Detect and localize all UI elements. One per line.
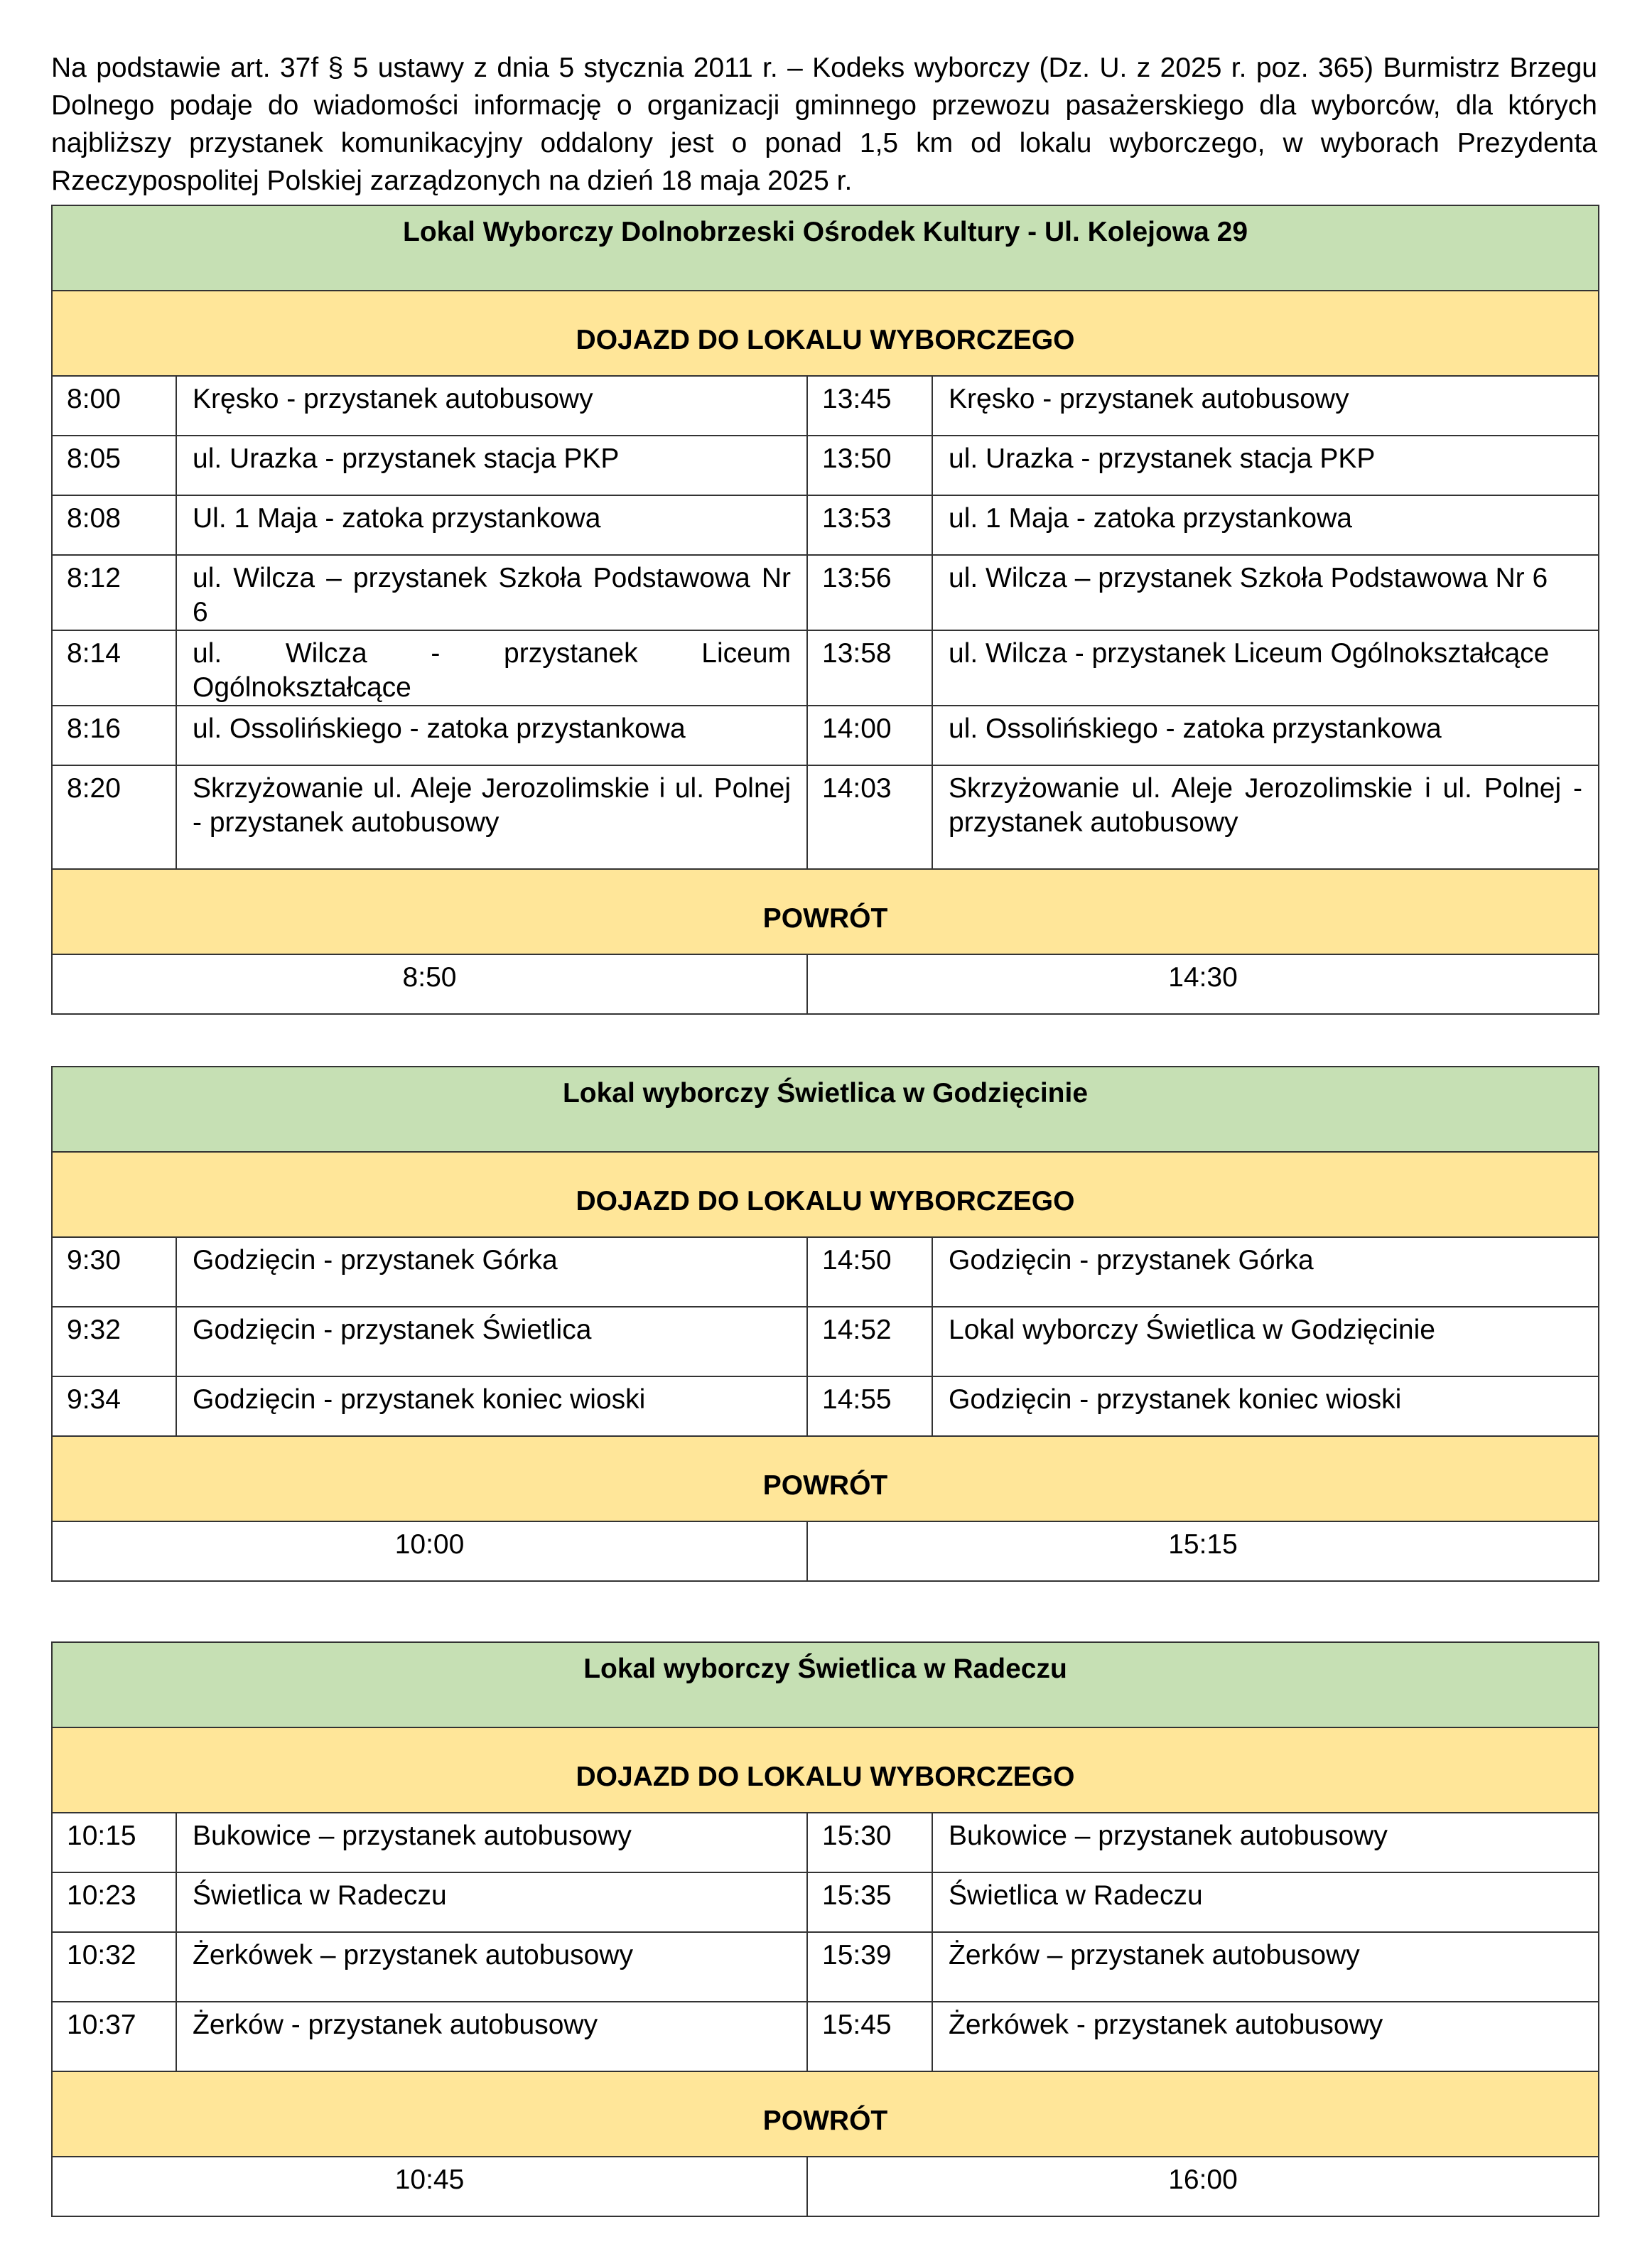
stop-name-afternoon: Żerkówek - przystanek autobusowy [932,2002,1599,2071]
table-row [52,1932,1599,2002]
stop-name-afternoon: Skrzyżowanie ul. Aleje Jerozolimskie i ul. Polnej - przystanek autobusowy [932,765,1599,869]
departure-time-morning: 8:16 [52,706,176,765]
powrot-header: POWRÓT [52,2071,1599,2157]
table-row [52,630,1599,706]
stop-name-afternoon: ul. Wilcza - przystanek Liceum Ogólnokształcące [932,630,1599,706]
stop-name-afternoon: Bukowice – przystanek autobusowy [932,1813,1599,1872]
table-row [52,706,1599,765]
stop-name-morning: Kręsko - przystanek autobusowy [176,376,807,436]
departure-time-morning: 10:15 [52,1813,176,1872]
table-row [52,1376,1599,1436]
schedule-table-radecz [51,1641,1599,2217]
stop-name-afternoon: Godzięcin - przystanek Górka [932,1237,1599,1307]
stop-name-afternoon: Żerków – przystanek autobusowy [932,1932,1599,2002]
departure-time-morning: 10:23 [52,1872,176,1932]
powrot-header: POWRÓT [52,1436,1599,1521]
departure-time-morning: 9:32 [52,1307,176,1376]
table-row [52,765,1599,869]
schedule-table-dok [51,205,1599,1015]
departure-time-afternoon: 15:45 [807,2002,932,2071]
intro-paragraph: Na podstawie art. 37f § 5 ustawy z dnia 5 stycznia 2011 r. – Kodeks wyborczy (Dz. U. z 2025 r. poz. 365) Burmistrz Brzegu Dolnego podaje do wiadomości informację o organizacji gminnego przewozu pasażerskiego dla wyborców, dla których najbliższy przystanek komunikacyjny oddalony jest o ponad 1,5 km od lokalu wyborczego, w wyborach Prezydenta Rzeczypospolitej Polskiej zarządzonych na dzień 18 maja 2025 r. [51,53,1597,196]
return-time-afternoon: 14:30 [807,954,1599,1014]
stop-name-morning: ul. Wilcza - przystanek Liceum Ogólnokształcące [176,630,807,706]
stop-name-afternoon: Świetlica w Radeczu [932,1872,1599,1932]
dojazd-header: DOJAZD DO LOKALU WYBORCZEGO [52,291,1599,376]
departure-time-morning: 8:05 [52,436,176,495]
stop-name-morning: Żerków - przystanek autobusowy [176,2002,807,2071]
stop-name-morning: Żerkówek – przystanek autobusowy [176,1932,807,2002]
stop-name-afternoon: ul. 1 Maja - zatoka przystankowa [932,495,1599,555]
dojazd-header: DOJAZD DO LOKALU WYBORCZEGO [52,1152,1599,1237]
stop-name-morning: Bukowice – przystanek autobusowy [176,1813,807,1872]
return-time-afternoon: 15:15 [807,1521,1599,1581]
departure-time-morning: 8:14 [52,630,176,706]
table-row [52,1872,1599,1932]
stop-name-morning: ul. Wilcza – przystanek Szkoła Podstawowa Nr 6 [176,555,807,630]
stop-name-afternoon: ul. Urazka - przystanek stacja PKP [932,436,1599,495]
departure-time-afternoon: 13:56 [807,555,932,630]
stop-name-afternoon: Kręsko - przystanek autobusowy [932,376,1599,436]
departure-time-afternoon: 14:52 [807,1307,932,1376]
stop-name-morning: ul. Ossolińskiego - zatoka przystankowa [176,706,807,765]
departure-time-morning: 9:34 [52,1376,176,1436]
dojazd-header: DOJAZD DO LOKALU WYBORCZEGO [52,1727,1599,1813]
departure-time-afternoon: 15:35 [807,1872,932,1932]
departure-time-morning: 8:12 [52,555,176,630]
table-row [52,555,1599,630]
departure-time-afternoon: 14:03 [807,765,932,869]
departure-time-afternoon: 15:30 [807,1813,932,1872]
return-time-morning: 8:50 [52,954,807,1014]
stop-name-morning: ul. Urazka - przystanek stacja PKP [176,436,807,495]
return-time-afternoon: 16:00 [807,2157,1599,2216]
stop-name-morning: Świetlica w Radeczu [176,1872,807,1932]
table-row [52,2002,1599,2071]
return-row [52,1521,1599,1581]
powrot-header: POWRÓT [52,869,1599,954]
departure-time-afternoon: 14:00 [807,706,932,765]
schedule-table-godziecin [51,1066,1599,1582]
table-title: Lokal wyborczy Świetlica w Godzięcinie [52,1067,1599,1152]
stop-name-afternoon: ul. Wilcza – przystanek Szkoła Podstawowa Nr 6 [932,555,1599,630]
departure-time-morning: 10:37 [52,2002,176,2071]
stop-name-morning: Ul. 1 Maja - zatoka przystankowa [176,495,807,555]
return-row [52,2157,1599,2216]
table-row [52,1307,1599,1376]
stop-name-afternoon: ul. Ossolińskiego - zatoka przystankowa [932,706,1599,765]
table-title: Lokal Wyborczy Dolnobrzeski Ośrodek Kultury - Ul. Kolejowa 29 [52,205,1599,291]
stop-name-afternoon: Godzięcin - przystanek koniec wioski [932,1376,1599,1436]
departure-time-afternoon: 14:55 [807,1376,932,1436]
stop-name-morning: Godzięcin - przystanek Świetlica [176,1307,807,1376]
table-row [52,495,1599,555]
return-time-morning: 10:00 [52,1521,807,1581]
departure-time-afternoon: 13:50 [807,436,932,495]
table-row [52,1237,1599,1307]
stop-name-afternoon: Lokal wyborczy Świetlica w Godzięcinie [932,1307,1599,1376]
return-time-morning: 10:45 [52,2157,807,2216]
table-row [52,1813,1599,1872]
departure-time-afternoon: 13:58 [807,630,932,706]
departure-time-afternoon: 13:53 [807,495,932,555]
stop-name-morning: Skrzyżowanie ul. Aleje Jerozolimskie i ul. Polnej - przystanek autobusowy [176,765,807,869]
departure-time-afternoon: 13:45 [807,376,932,436]
departure-time-morning: 10:32 [52,1932,176,2002]
return-row [52,954,1599,1014]
departure-time-morning: 8:20 [52,765,176,869]
departure-time-morning: 8:08 [52,495,176,555]
departure-time-morning: 9:30 [52,1237,176,1307]
departure-time-afternoon: 15:39 [807,1932,932,2002]
table-title: Lokal wyborczy Świetlica w Radeczu [52,1642,1599,1727]
table-row [52,436,1599,495]
table-row [52,376,1599,436]
departure-time-afternoon: 14:50 [807,1237,932,1307]
departure-time-morning: 8:00 [52,376,176,436]
stop-name-morning: Godzięcin - przystanek koniec wioski [176,1376,807,1436]
stop-name-morning: Godzięcin - przystanek Górka [176,1237,807,1307]
